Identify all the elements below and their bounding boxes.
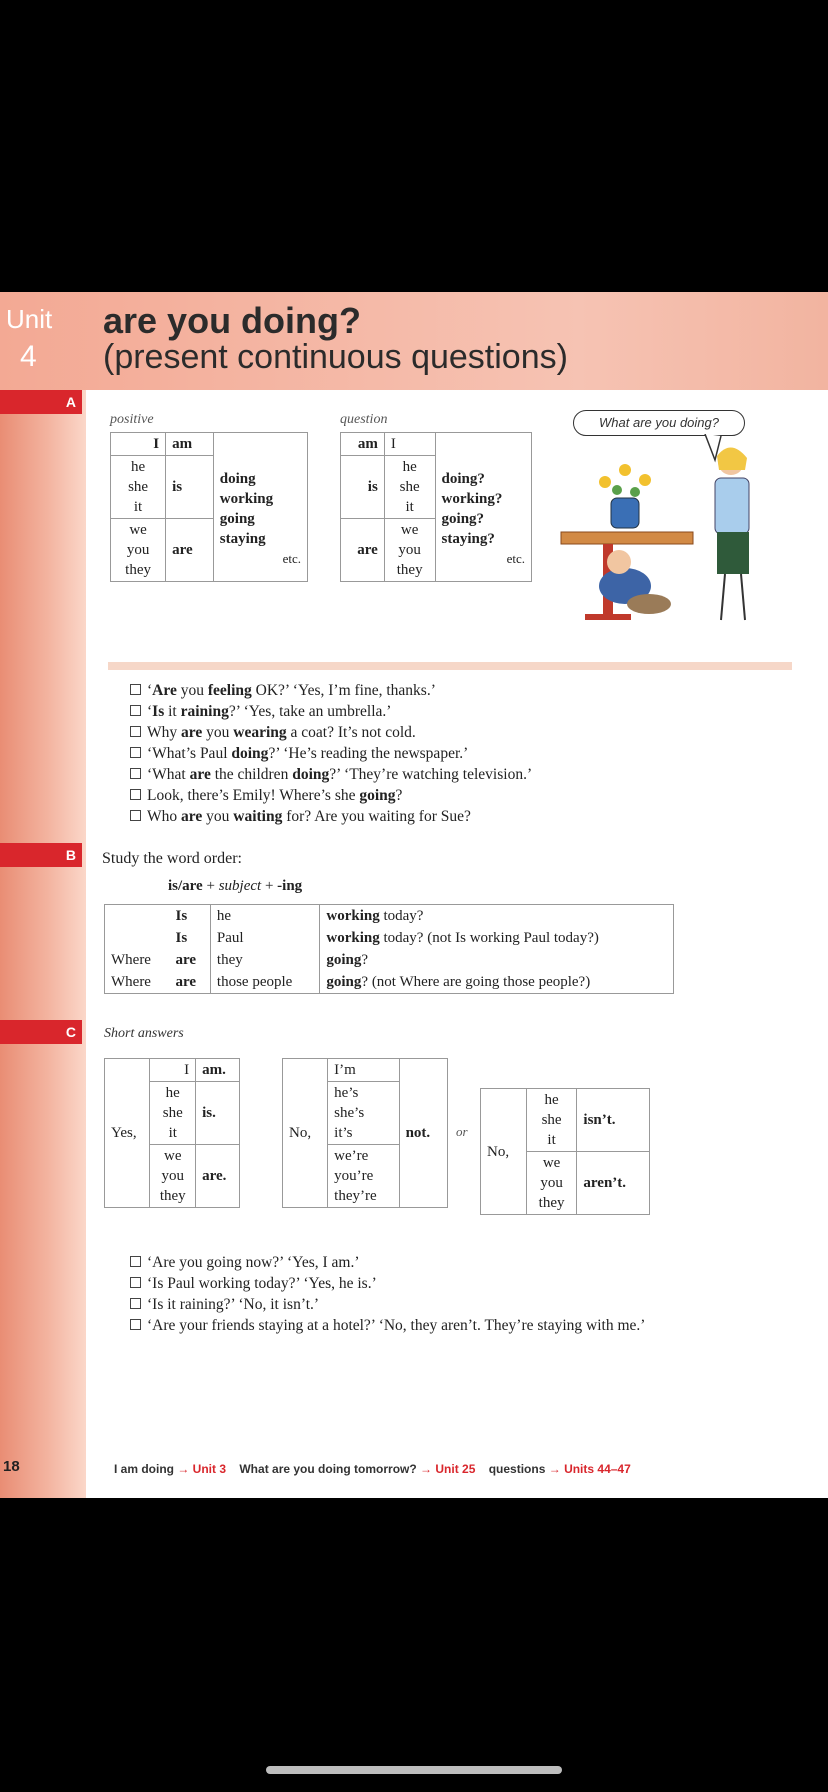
example-text: OK?’ ‘Yes, I’m fine, thanks.’ — [251, 682, 436, 699]
not-word: not. — [399, 1059, 447, 1208]
home-indicator[interactable] — [266, 1766, 562, 1774]
example-bold: Are — [152, 682, 177, 699]
ing-cell — [320, 905, 674, 928]
example-text: ?’ — [268, 745, 280, 762]
example-bold: wearing — [233, 724, 287, 741]
formula-is-are: is/are — [168, 878, 203, 894]
example-text: ‘Is Paul working today?’ ‘Yes, he is.’ — [147, 1275, 377, 1292]
positive-i: I — [111, 433, 166, 456]
table-row — [105, 905, 674, 928]
checkbox-square-icon — [130, 747, 141, 758]
pronoun-cell: we you they — [526, 1152, 577, 1215]
example-text: ‘Are you going now?’ ‘Yes, I am.’ — [147, 1254, 360, 1271]
unit-subtitle: (present continuous questions) — [103, 338, 568, 376]
ing-rest: today? (not Is working Paul today?) — [379, 930, 599, 946]
positive-is: is — [166, 456, 214, 519]
no-word: No, — [283, 1059, 328, 1208]
contraction-cell: we’re you’re they’re — [328, 1145, 399, 1208]
positive-are: are — [166, 519, 214, 582]
example-row — [130, 701, 532, 722]
short-no-table — [480, 1088, 650, 1215]
positive-table — [110, 432, 308, 582]
positive-ing-forms: doing working going staying — [219, 471, 274, 547]
verb-cell: is. — [196, 1082, 240, 1145]
unit-3-link[interactable]: Unit 3 — [192, 1462, 227, 1476]
word-order-formula — [168, 878, 302, 895]
ing-rest: ? (not Where are going those people?) — [361, 974, 591, 990]
formula-subject: subject — [218, 878, 262, 894]
example-text: Who — [147, 808, 182, 825]
checkbox-square-icon — [130, 684, 141, 695]
verb-cell: isn’t. — [577, 1089, 650, 1152]
checkbox-square-icon — [130, 768, 141, 779]
positive-am: am — [166, 433, 214, 456]
verb-cell: are — [169, 971, 210, 994]
unit-title: are you doing? — [103, 300, 362, 341]
ing-word: going — [326, 974, 362, 990]
positive-label: positive — [110, 412, 154, 427]
question-etc: etc. — [506, 551, 525, 566]
word-order-intro: Study the word order: — [102, 850, 242, 867]
example-bold: waiting — [233, 808, 283, 825]
wh-word — [105, 927, 170, 949]
ref-text: What are you doing tomorrow? — [239, 1462, 417, 1476]
example-text: you — [202, 808, 234, 825]
ing-rest: today? — [379, 908, 424, 924]
positive-he-she-it: he she it — [111, 456, 166, 519]
flower-icon — [619, 464, 631, 476]
example-bold: doing — [292, 766, 330, 783]
speech-bubble: What are you doing? — [573, 410, 745, 436]
positive-ing-cell — [213, 433, 307, 582]
cross-references — [114, 1462, 631, 1476]
table-row — [105, 971, 674, 994]
question-ing-cell — [435, 433, 531, 582]
unit-box — [0, 292, 86, 390]
verb-cell: aren’t. — [577, 1152, 650, 1215]
short-yes-table — [104, 1058, 240, 1208]
example-text: the children — [210, 766, 293, 783]
example-text: Look, there’s Emily! Where’s she — [147, 787, 360, 804]
flower-vase — [611, 498, 639, 528]
example-text: ‘Are your friends staying at a hotel?’ ‘No, they aren’t. They’re staying with me.’ — [147, 1317, 646, 1334]
formula-plus: + — [261, 878, 278, 894]
wh-word — [105, 905, 170, 928]
section-b-tab: B — [0, 843, 82, 867]
example-text: you — [202, 724, 234, 741]
pronoun-cell: he she it — [526, 1089, 577, 1152]
ref-text: I am doing — [114, 1462, 174, 1476]
positive-we-you-they: we you they — [111, 519, 166, 582]
checkbox-square-icon — [130, 1298, 141, 1309]
checkbox-square-icon — [130, 726, 141, 737]
example-bold: are — [189, 766, 211, 783]
example-text: ?’ ‘Yes, take an umbrella.’ — [228, 703, 392, 720]
subject-cell: Paul — [210, 927, 319, 949]
example-text: a coat? It’s not cold. — [286, 724, 416, 741]
unit-word: Unit — [6, 304, 53, 334]
ing-rest: ? — [361, 952, 369, 968]
example-bold: raining — [180, 703, 229, 720]
no-word: No, — [481, 1089, 527, 1215]
ing-word: working — [326, 930, 380, 946]
flower-icon — [639, 474, 651, 486]
arrow-icon: → — [174, 1462, 193, 1476]
man-legs — [627, 594, 671, 614]
verb-cell: am. — [196, 1059, 240, 1082]
example-row — [130, 743, 532, 764]
checkbox-square-icon — [130, 705, 141, 716]
wh-word: Where — [111, 974, 151, 990]
ing-cell — [320, 949, 674, 971]
woman-leg — [741, 574, 745, 620]
leaf-icon — [612, 485, 622, 495]
table-foot — [585, 614, 631, 620]
illustration-shadow-band — [108, 662, 792, 670]
short-answers-label: Short answers — [104, 1026, 184, 1041]
woman-shirt — [715, 478, 749, 534]
section-a-examples — [130, 680, 532, 827]
illustration-woman-and-man-under-table — [555, 434, 795, 664]
woman-leg — [721, 574, 725, 620]
checkbox-square-icon — [130, 1319, 141, 1330]
example-row — [130, 680, 532, 701]
example-row — [130, 722, 532, 743]
ing-word: going — [326, 952, 362, 968]
subject-cell: they — [210, 949, 319, 971]
man-head — [607, 550, 631, 574]
verb-cell: are — [169, 949, 210, 971]
question-he-she-it: he she it — [384, 456, 435, 519]
subject-cell: he — [210, 905, 319, 928]
unit-25-link[interactable]: Unit 25 — [435, 1462, 476, 1476]
verb-cell: are. — [196, 1145, 240, 1208]
example-bold: are — [181, 724, 203, 741]
example-bold: going — [359, 787, 396, 804]
example-text: ?’ ‘They’re watching television.’ — [329, 766, 533, 783]
unit-number: 4 — [20, 340, 37, 373]
pronoun-cell: I — [150, 1059, 196, 1082]
section-c-tab: C — [0, 1020, 82, 1044]
woman-skirt — [717, 532, 749, 574]
table-row — [105, 927, 674, 949]
example-text: ‘He’s reading the newspaper.’ — [279, 745, 469, 762]
verb-cell: Is — [169, 905, 210, 928]
question-are: are — [341, 519, 385, 582]
unit-header — [0, 292, 828, 390]
example-text: Why — [147, 724, 182, 741]
textbook-page — [0, 292, 828, 1498]
checkbox-square-icon — [130, 810, 141, 821]
checkbox-square-icon — [130, 1277, 141, 1288]
ing-cell — [320, 971, 674, 994]
verb-cell: Is — [169, 927, 210, 949]
question-label: question — [340, 412, 388, 427]
example-row — [130, 806, 532, 827]
example-text: for? Are you waiting for Sue? — [282, 808, 471, 825]
example-text: ‘ — [147, 703, 153, 720]
short-no-full-table — [282, 1058, 448, 1208]
positive-etc: etc. — [282, 551, 301, 566]
example-text: ? — [395, 787, 403, 804]
sidebar-strip — [0, 390, 86, 1498]
table-top — [561, 532, 693, 544]
pronoun-cell: we you they — [150, 1145, 196, 1208]
example-bold: are — [181, 808, 203, 825]
table-row — [105, 949, 674, 971]
example-row — [130, 1315, 645, 1336]
example-text: you — [176, 682, 208, 699]
example-text: ‘ — [147, 682, 153, 699]
subject-cell: those people — [210, 971, 319, 994]
example-text: it — [164, 703, 181, 720]
example-row — [130, 1252, 645, 1273]
units-44-47-link[interactable]: Units 44–47 — [564, 1462, 631, 1476]
example-row — [130, 1294, 645, 1315]
formula-ing: -ing — [277, 878, 303, 894]
formula-plus: + — [202, 878, 219, 894]
question-i: I — [384, 433, 435, 456]
question-table — [340, 432, 532, 582]
question-ing-forms: doing? working? going? staying? — [441, 471, 503, 547]
question-is: is — [341, 456, 385, 519]
example-row — [130, 1273, 645, 1294]
arrow-icon: → — [416, 1462, 436, 1476]
example-bold: Is — [152, 703, 165, 720]
word-order-table — [104, 904, 674, 994]
flower-icon — [599, 476, 611, 488]
example-bold: feeling — [207, 682, 252, 699]
section-c-examples — [130, 1252, 645, 1336]
contraction-cell: he’s she’s it’s — [328, 1082, 399, 1145]
leaf-icon — [630, 487, 640, 497]
ing-cell — [320, 927, 674, 949]
example-row — [130, 785, 532, 806]
checkbox-square-icon — [130, 1256, 141, 1267]
or-word: or — [456, 1124, 468, 1139]
example-text: ‘Is it raining?’ ‘No, it isn’t.’ — [147, 1296, 320, 1313]
example-bold: doing — [231, 745, 269, 762]
ref-text: questions — [488, 1462, 546, 1476]
contraction-cell: I’m — [328, 1059, 399, 1082]
question-am: am — [341, 433, 385, 456]
question-we-you-they: we you they — [384, 519, 435, 582]
example-text: ‘What — [147, 766, 190, 783]
example-text: ‘What’s Paul — [147, 745, 232, 762]
section-a-tab: A — [0, 390, 82, 414]
wh-word: Where — [111, 952, 151, 968]
pronoun-cell: he she it — [150, 1082, 196, 1145]
woman-hair — [717, 447, 747, 470]
example-row — [130, 764, 532, 785]
yes-word: Yes, — [105, 1059, 150, 1208]
arrow-icon: → — [545, 1462, 565, 1476]
ing-word: working — [326, 908, 380, 924]
page-number: 18 — [3, 1458, 20, 1475]
checkbox-square-icon — [130, 789, 141, 800]
